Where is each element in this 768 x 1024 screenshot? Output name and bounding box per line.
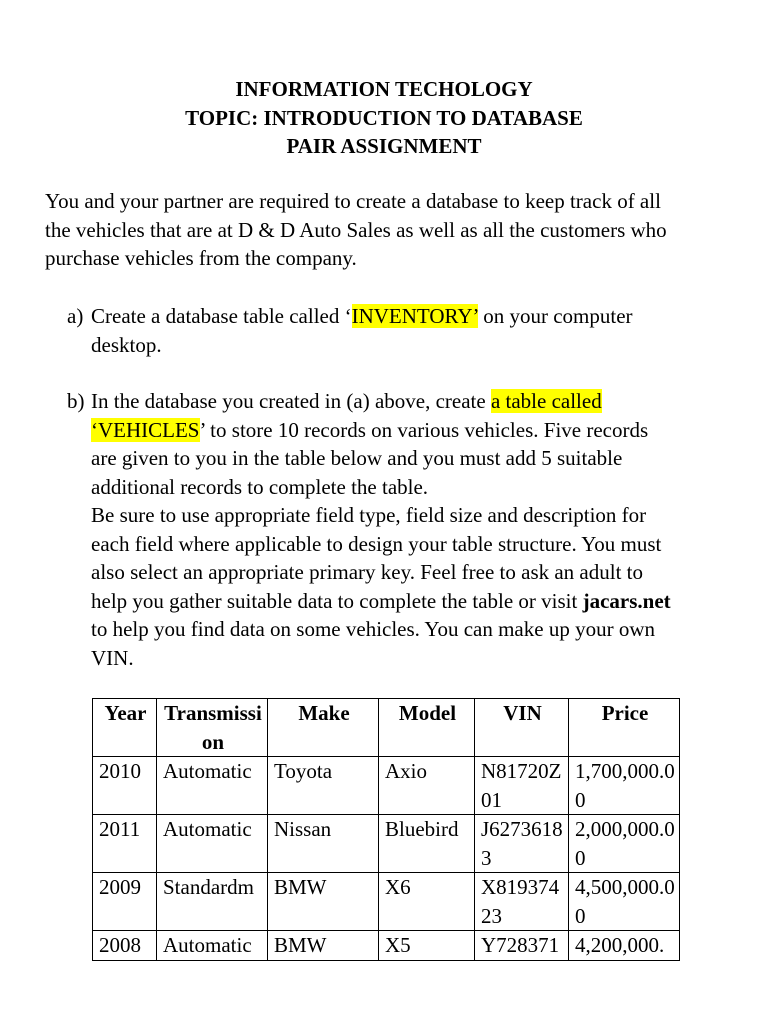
task-line: VIN. xyxy=(91,645,134,670)
table-row xyxy=(93,815,680,873)
cell-vin: Y728371 xyxy=(475,931,569,961)
cell-make: BMW xyxy=(268,873,379,931)
cell-year: 2009 xyxy=(93,873,157,931)
list-marker: a) xyxy=(67,304,84,328)
text-run: ’ to store 10 records on various vehicles. Five records xyxy=(199,417,649,442)
heading-assignment-type: PAIR ASSIGNMENT xyxy=(286,134,482,158)
column-header-make: Make xyxy=(268,699,379,757)
cell-vin: N81720Z01 xyxy=(475,757,569,815)
column-header-year: Year xyxy=(93,699,157,757)
task-line xyxy=(91,416,671,445)
document-heading xyxy=(0,75,768,161)
cell-price: 4,500,000.00 xyxy=(569,873,680,931)
cell-vin: J62736183 xyxy=(475,815,569,873)
cell-model: Bluebird xyxy=(379,815,475,873)
highlighted-text: ‘VEHICLES xyxy=(91,417,200,442)
cell-make: BMW xyxy=(268,931,379,961)
intro-paragraph xyxy=(45,187,735,273)
column-header-vin: VIN xyxy=(475,699,569,757)
cell-vin: X81937423 xyxy=(475,873,569,931)
task-line: also select an appropriate primary key. Feel free to ask an adult to xyxy=(91,560,644,584)
task-text xyxy=(91,302,633,359)
cell-year: 2011 xyxy=(93,815,157,873)
cell-transmission: Standardm xyxy=(157,873,268,931)
heading-topic: TOPIC: INTRODUCTION TO DATABASE xyxy=(185,105,583,130)
table-row xyxy=(93,931,680,961)
intro-line: the vehicles that are at D & D Auto Sales as well as all the customers who xyxy=(45,217,667,242)
vehicles-table xyxy=(92,698,680,961)
column-header-transmission: Transmission xyxy=(157,699,268,757)
table-row xyxy=(93,873,680,931)
intro-line: purchase vehicles from the company. xyxy=(45,246,357,270)
task-line: to help you find data on some vehicles. You can make up your own xyxy=(91,617,655,641)
task-line: desktop. xyxy=(91,332,162,357)
highlighted-text: INVENTORY’ xyxy=(351,304,478,328)
task-text xyxy=(91,387,671,672)
task-line: additional records to complete the table. xyxy=(91,474,429,499)
cell-transmission: Automatic xyxy=(157,815,268,873)
website-name: jacars.net xyxy=(582,588,671,613)
task-line xyxy=(91,387,671,416)
task-line: Be sure to use appropriate field type, field size and description for xyxy=(91,503,647,527)
cell-make: Nissan xyxy=(268,815,379,873)
text-run: Create a database table called ‘ xyxy=(91,304,352,328)
task-line xyxy=(91,587,671,616)
task-line: each field where applicable to design your table structure. You must xyxy=(91,531,662,556)
table-row xyxy=(93,757,680,815)
cell-transmission: Automatic xyxy=(157,931,268,961)
cell-model: Axio xyxy=(379,757,475,815)
table-header-row xyxy=(93,699,680,757)
highlighted-text: a table called xyxy=(490,389,602,413)
cell-price: 2,000,000.00 xyxy=(569,815,680,873)
cell-make: Toyota xyxy=(268,757,379,815)
text-run: In the database you created in (a) above, create xyxy=(91,389,491,413)
cell-model: X5 xyxy=(379,931,475,961)
cell-price: 4,200,000. xyxy=(569,931,680,961)
task-line: are given to you in the table below and you must add 5 suitable xyxy=(91,446,623,470)
task-line xyxy=(91,302,633,331)
text-run: on your computer xyxy=(477,304,633,328)
cell-year: 2010 xyxy=(93,757,157,815)
cell-year: 2008 xyxy=(93,931,157,961)
column-header-price: Price xyxy=(569,699,680,757)
heading-subject: INFORMATION TECHOLOGY xyxy=(235,77,533,101)
list-marker: b) xyxy=(67,389,85,413)
cell-model: X6 xyxy=(379,873,475,931)
cell-transmission: Automatic xyxy=(157,757,268,815)
cell-price: 1,700,000.00 xyxy=(569,757,680,815)
intro-line: You and your partner are required to create a database to keep track of all xyxy=(45,189,661,213)
text-run: help you gather suitable data to complete the table or visit xyxy=(91,588,583,613)
column-header-model: Model xyxy=(379,699,475,757)
